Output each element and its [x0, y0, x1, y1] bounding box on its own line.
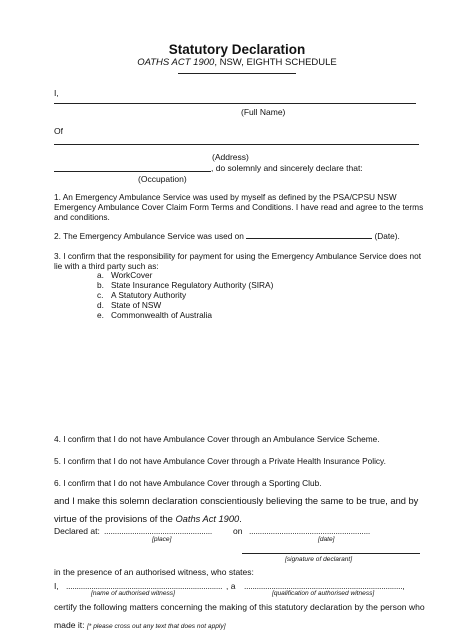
presence-text: in the presence of an authorised witness, who states:	[54, 567, 254, 577]
list-item: c. A Statutory Authority	[97, 290, 187, 300]
list-item: a. WorkCover	[97, 270, 153, 280]
title-underline	[178, 73, 296, 74]
third-party-list	[97, 270, 273, 320]
signature-line[interactable]	[242, 553, 420, 554]
statement-5: 5. I confirm that I do not have Ambulance Cover through a Private Health Insurance Policy.	[54, 456, 386, 466]
statement-6: 6. I confirm that I do not have Ambulance Cover through a Sporting Club.	[54, 478, 322, 488]
declared-at-label: Declared at:	[54, 526, 100, 536]
witness-name-caption: [name of authorised witness]	[91, 590, 175, 597]
witness-i-label: I,	[54, 581, 59, 591]
document-subtitle	[0, 57, 474, 68]
list-item: d. State of NSW	[97, 300, 162, 310]
witness-qualification-field[interactable]: ...........................................................................,	[244, 581, 405, 591]
statement-2	[54, 230, 426, 241]
place-field[interactable]: ..................................................	[104, 526, 213, 536]
certify-text: certify the following matters concerning the making of this statutory declaration by the person who made it: [* please cross out any text that does not apply]	[54, 602, 425, 630]
declare-text: , do solemnly and sincerely declare that:	[211, 163, 363, 173]
signature-caption: [signature of declarant]	[285, 556, 353, 563]
date-field[interactable]: ........................................................	[249, 526, 371, 536]
statement-4: 4. I confirm that I do not have Ambulance Cover through an Ambulance Service Scheme.	[54, 434, 380, 444]
place-caption: [place]	[152, 536, 172, 543]
occupation-caption: (Occupation)	[138, 174, 187, 184]
comma-a-label: , a	[226, 581, 236, 591]
subtitle-rest: , NSW, EIGHTH SCHEDULE	[214, 57, 337, 68]
date-caption: [date]	[318, 536, 335, 543]
crossout-note: [* please cross out any text that does not apply]	[86, 623, 226, 630]
address-line[interactable]	[54, 144, 419, 145]
full-name-line[interactable]	[54, 103, 416, 104]
witness-qualification-caption: [qualification of authorised witness]	[272, 590, 375, 597]
on-label: on	[233, 526, 243, 536]
service-date-line[interactable]	[246, 230, 372, 239]
statement-2-before: 2. The Emergency Ambulance Service was used on	[54, 231, 247, 241]
of-label: Of	[54, 126, 63, 136]
i-label: I,	[54, 88, 59, 98]
act-name: Oaths Act 1900	[175, 514, 240, 524]
subtitle-act-name: OATHS ACT 1900	[137, 57, 215, 68]
solemn-declaration-text: and I make this solemn declaration conscientiously believing the same to be true, and by virtue of the provisions of the Oaths Act 1900.	[54, 496, 419, 524]
address-caption: (Address)	[212, 152, 249, 162]
statement-2-after: (Date).	[372, 231, 400, 241]
occupation-line[interactable]	[54, 171, 211, 172]
full-name-caption: (Full Name)	[241, 107, 286, 117]
list-item: b. State Insurance Regulatory Authority (SIRA)	[97, 280, 274, 290]
list-item: e. Commonwealth of Australia	[97, 310, 212, 320]
witness-name-field[interactable]: ..........................................................................	[66, 581, 223, 591]
statement-1: 1. An Emergency Ambulance Service was used by myself as defined by the PSA/CPSU NSW Emergency Ambulance Cover Claim Form Terms and Conditions. I have read and agree to the terms and conditions.	[54, 192, 424, 222]
document-title: Statutory Declaration	[168, 42, 306, 57]
statement-3: 3. I confirm that the responsibility for payment for using the Emergency Ambulance Service does not lie with a third party such as:	[54, 251, 422, 271]
